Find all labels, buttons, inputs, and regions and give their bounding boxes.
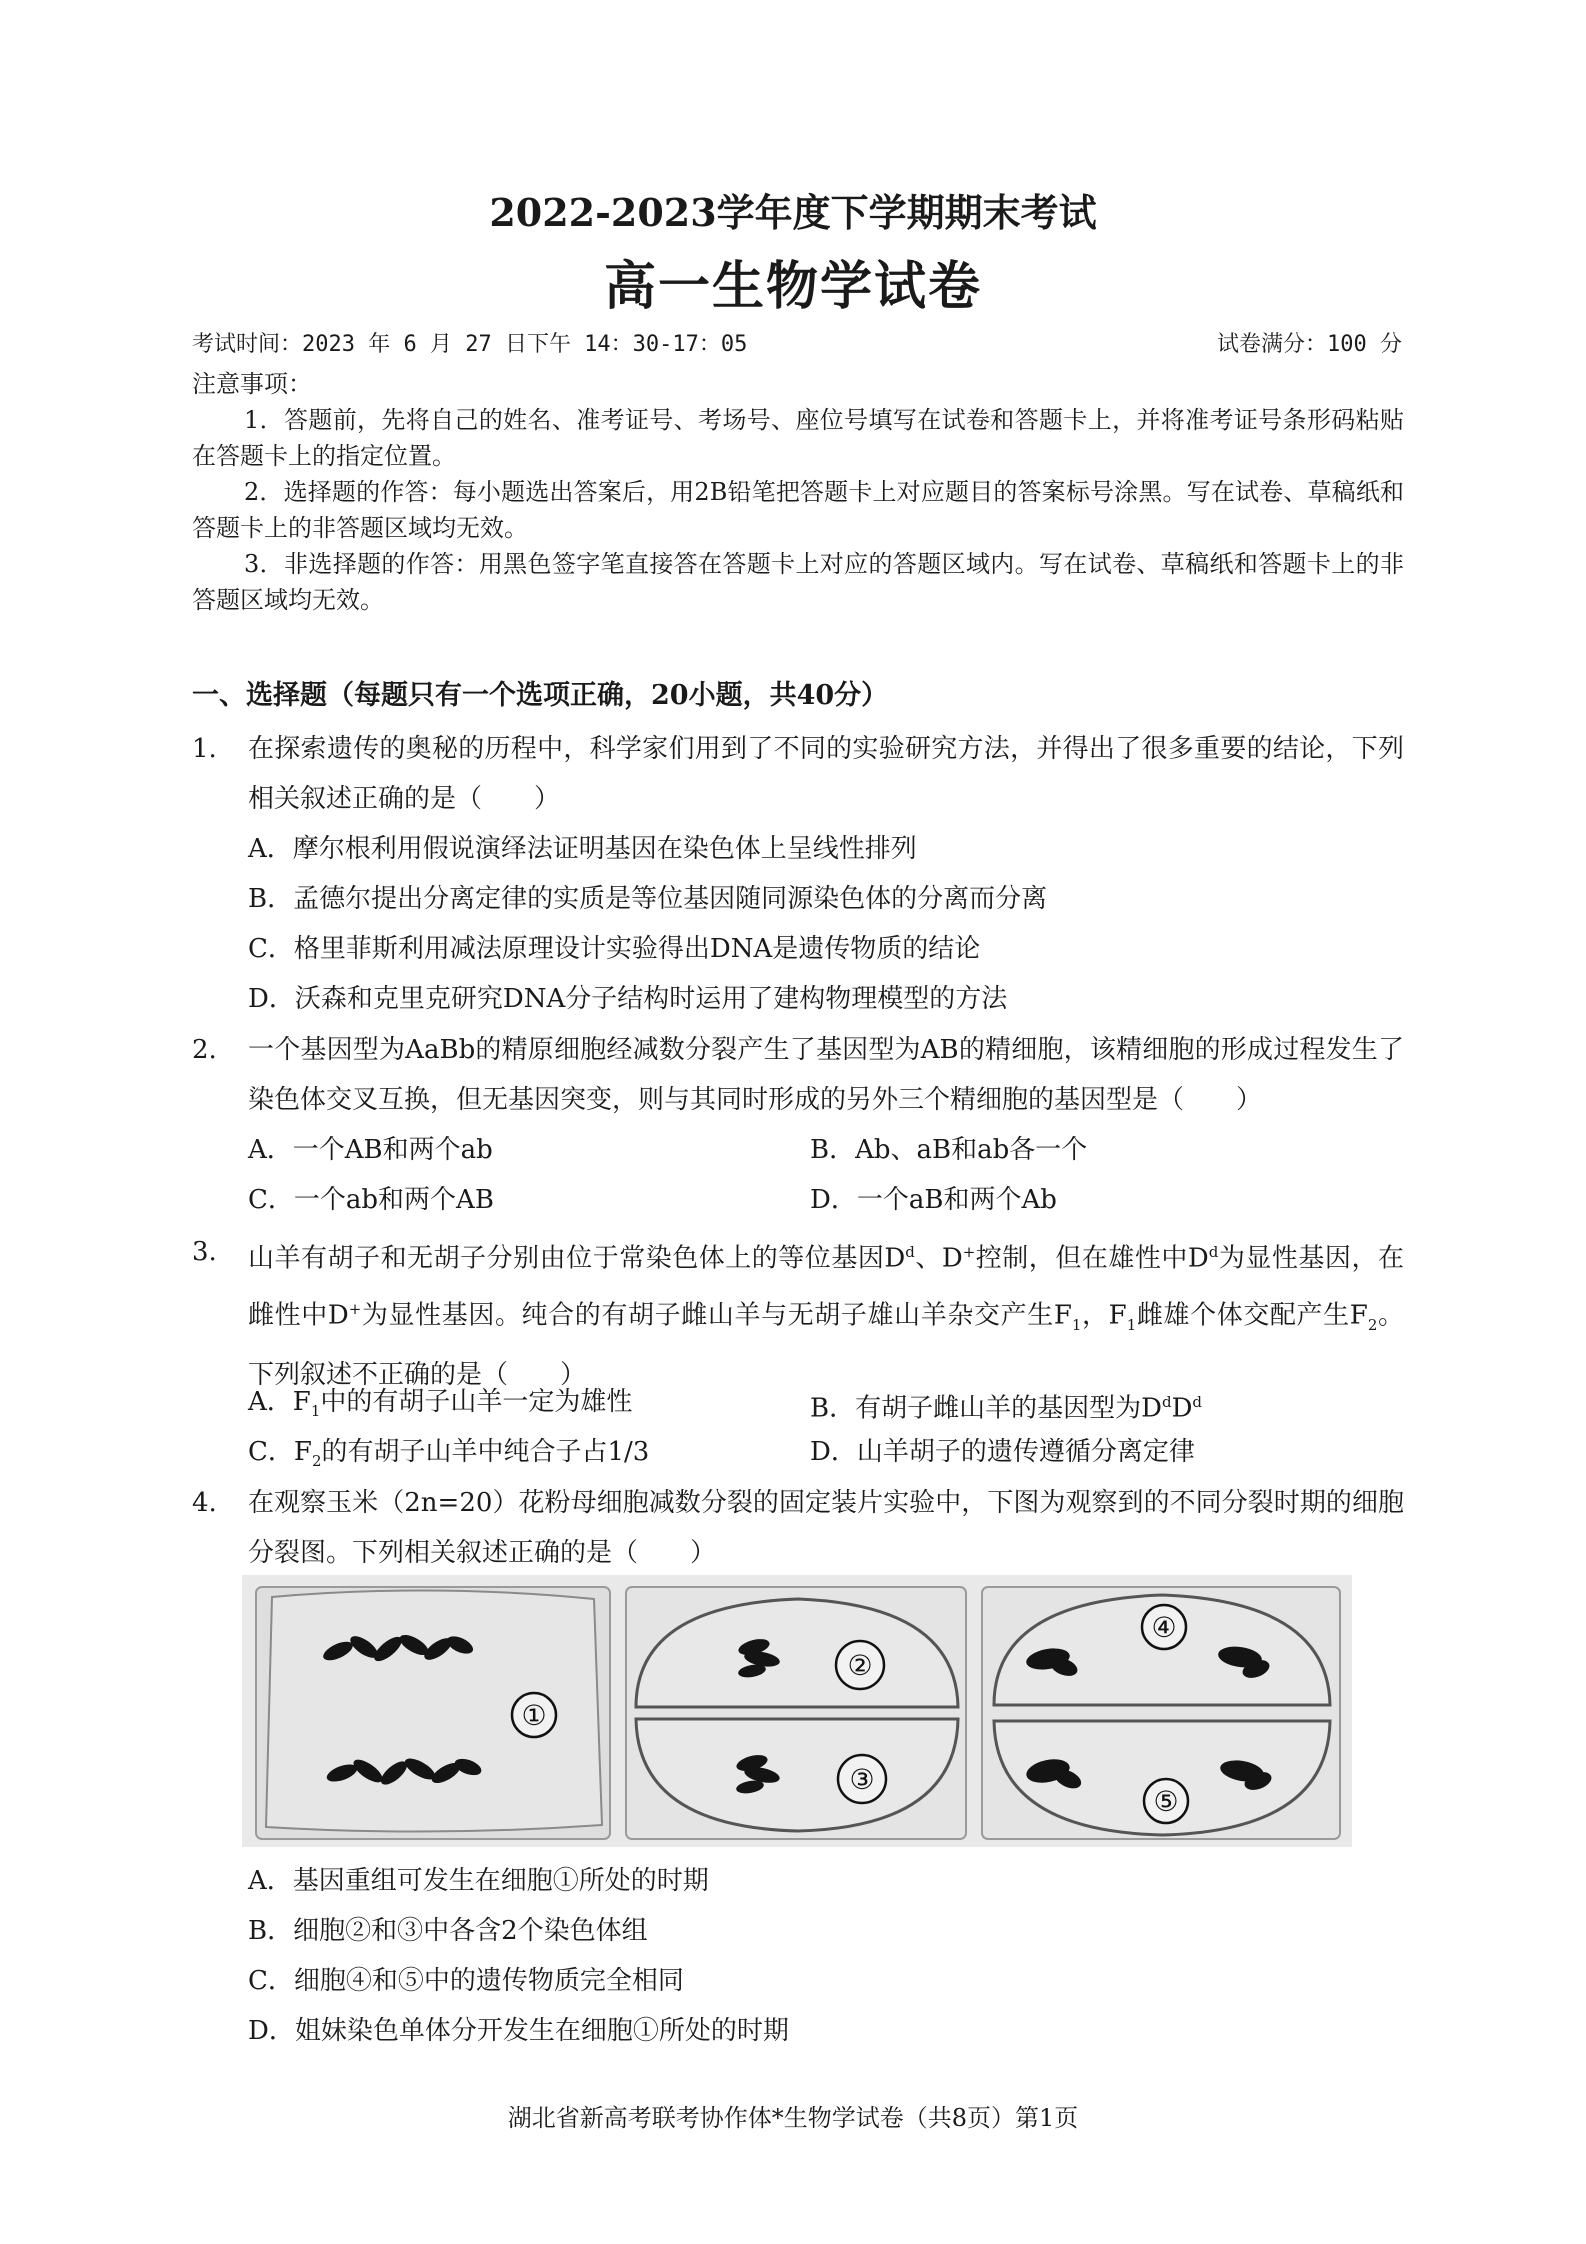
q4-option-c: C．细胞④和⑤中的遗传物质完全相同: [248, 1966, 684, 1996]
q3-option-a: A．$F_1$中的有胡子山羊一定为雄性: [248, 1387, 633, 1421]
question-1: [192, 724, 1404, 824]
q2-option-b: B．Ab、aB和ab各一个: [810, 1135, 1088, 1165]
notice-item-2: 2．选择题的作答：每小题选出答案后，用2B铅笔把答题卡上对应题目的答案标号涂黑。写在试卷、草稿纸和答题卡上的非答题区域均无效。: [192, 478, 1404, 542]
q1-option-a: A．摩尔根利用假说演绎法证明基因在染色体上呈线性排列: [248, 834, 917, 864]
section-title: 一、选择题（每题只有一个选项正确，20小题，共40分）: [192, 680, 889, 711]
question-3: [192, 1227, 1404, 1400]
meiosis-figure: [242, 1575, 1352, 1847]
q4-option-d: D．姐妹染色单体分开发生在细胞①所处的时期: [248, 2016, 789, 2046]
q2-option-c: C．一个ab和两个AB: [248, 1185, 494, 1215]
question-stem: 一个基因型为AaBb的精原细胞经减数分裂产生了基因型为AB的精细胞，该精细胞的形成过程发生了染色体交叉互换，但无基因突变，则与其同时形成的另外三个精细胞的基因型是（ ）: [248, 1035, 1404, 1115]
question-2: [192, 1025, 1404, 1125]
cell-panel-1: [256, 1587, 610, 1839]
question-number: 1.: [192, 734, 217, 764]
q3-option-c: C．$F_2$的有胡子山羊中纯合子占1/3: [248, 1437, 650, 1471]
q4-option-b: B．细胞②和③中各含2个染色体组: [248, 1916, 648, 1946]
cell-label-4: ④: [1151, 1611, 1177, 1644]
cell-panel-3: [982, 1587, 1340, 1839]
question-stem: 山羊有胡子和无胡子分别由位于常染色体上的等位基因$D^d$、D+控制，但在雄性中$D^d$为显性基因，在雌性中D+为显性基因。纯合的有胡子雌山羊与无胡子雄山羊杂交产生$F_1$，$F_1$雌雄个体交配产生$F_2$。下列叙述不正确的是（ ）: [248, 1243, 1404, 1390]
notice-item-1: 1．答题前，先将自己的姓名、准考证号、考场号、座位号填写在试卷和答题卡上，并将准考证号条形码粘贴在答题卡上的指定位置。: [192, 406, 1404, 470]
exam-meta: [192, 328, 1402, 362]
q1-option-c: C．格里菲斯利用减法原理设计实验得出DNA是遗传物质的结论: [248, 934, 981, 964]
q3-option-d: D．山羊胡子的遗传遵循分离定律: [810, 1437, 1195, 1467]
question-stem: 在观察玉米（2n=20）花粉母细胞减数分裂的固定装片实验中，下图为观察到的不同分裂时期的细胞分裂图。下列相关叙述正确的是（ ）: [248, 1488, 1404, 1568]
q2-option-d: D．一个aB和两个Ab: [810, 1185, 1057, 1215]
page-footer: 湖北省新高考联考协作体*生物学试卷（共8页）第1页: [507, 2104, 1079, 2132]
full-score: 试卷满分：100 分: [1217, 332, 1402, 357]
question-4: [192, 1478, 1404, 1578]
exam-time: 考试时间：2023 年 6 月 27 日下午 14：30-17：05: [192, 332, 748, 357]
q2-option-a: A．一个AB和两个ab: [248, 1135, 493, 1165]
question-number: 3.: [192, 1237, 217, 1267]
notice-item-3: 3．非选择题的作答：用黑色签字笔直接答在答题卡上对应的答题区域内。写在试卷、草稿纸和答题卡上的非答题区域均无效。: [192, 550, 1404, 614]
exam-title-line1: 2022-2023学年度下学期期末考试: [489, 190, 1097, 235]
cell-label-1: ①: [521, 1699, 547, 1732]
question-stem: 在探索遗传的奥秘的历程中，科学家们用到了不同的实验研究方法，并得出了很多重要的结论，下列相关叙述正确的是（ ）: [248, 734, 1404, 814]
meiosis-figure-svg: [242, 1575, 1352, 1847]
cell-label-2: ②: [847, 1649, 873, 1682]
q1-option-b: B．孟德尔提出分离定律的实质是等位基因随同源染色体的分离而分离: [248, 884, 1048, 914]
question-number: 4.: [192, 1488, 217, 1518]
q4-option-a: A．基因重组可发生在细胞①所处的时期: [248, 1866, 709, 1896]
cell-panel-2: [626, 1587, 966, 1839]
cell-label-3: ③: [849, 1763, 875, 1796]
q3-option-b: B．有胡子雌山羊的基因型为$D^dD^d$: [810, 1393, 1203, 1424]
question-number: 2.: [192, 1035, 217, 1065]
q1-option-d: D．沃森和克里克研究DNA分子结构时运用了建构物理模型的方法: [248, 984, 1008, 1014]
exam-title-line2: 高一生物学试卷: [603, 256, 982, 317]
notice-title: 注意事项：: [192, 370, 312, 398]
cell-label-5: ⑤: [1153, 1785, 1179, 1818]
